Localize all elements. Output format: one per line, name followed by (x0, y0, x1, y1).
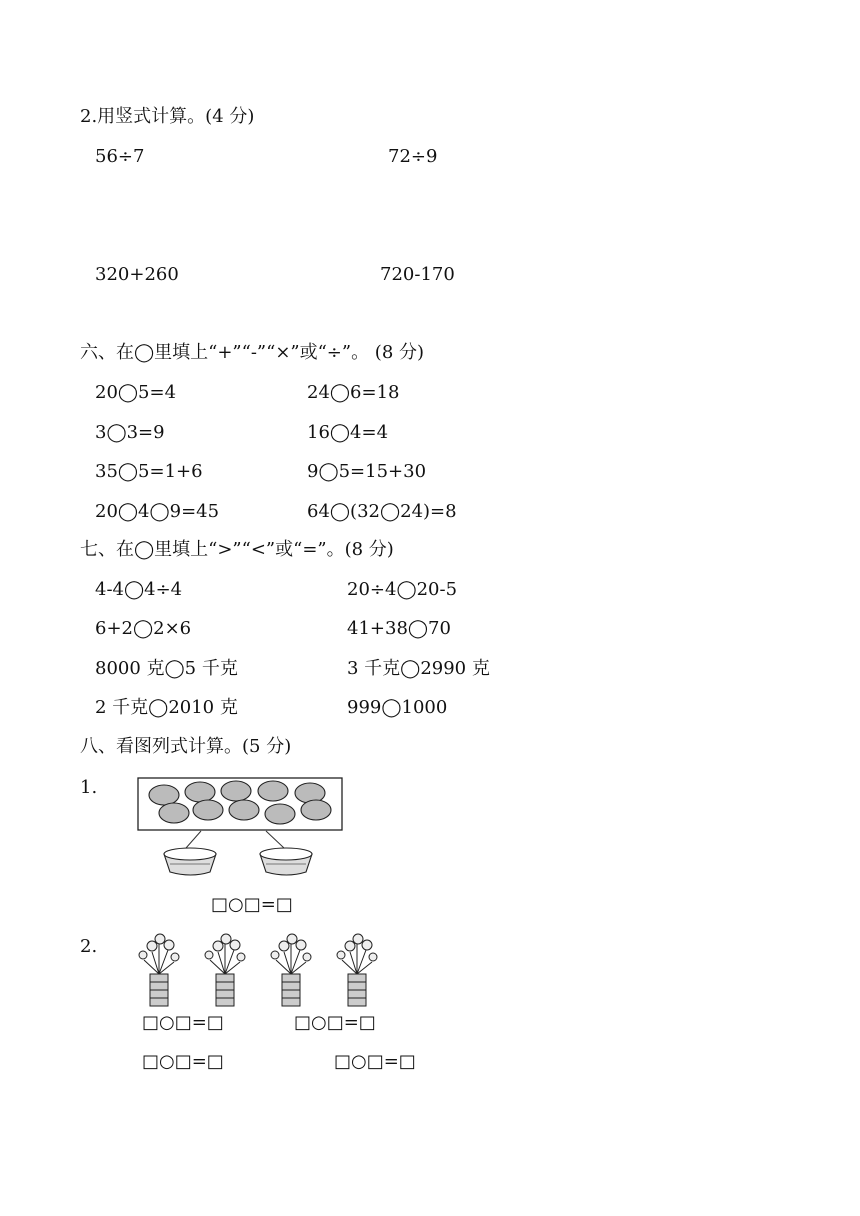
q2-item-2: 72÷9 (388, 146, 438, 167)
s7-item-3: 6+2◯2×6 (95, 618, 192, 639)
s8-problem2-blank-1: □○□=□ (142, 1012, 224, 1033)
s6-item-7: 20◯4◯9=45 (95, 501, 220, 522)
s6-item-2: 24◯6=18 (307, 382, 400, 403)
q2-item-1: 56÷7 (95, 146, 145, 167)
s6-item-6: 9◯5=15+30 (307, 461, 427, 482)
q2-item-4: 720-170 (380, 264, 455, 285)
flower-vases-picture (132, 930, 382, 1010)
s8-problem1-number: 1. (80, 777, 98, 798)
s8-problem2-blank-2: □○□=□ (294, 1012, 376, 1033)
s8-problem2-blank-4: □○□=□ (334, 1051, 416, 1072)
section6-title: 六、在◯里填上“+”“-”“×”或“÷”。 (8 分) (80, 342, 425, 363)
s7-item-6: 3 千克◯2990 克 (347, 658, 490, 679)
s7-item-8: 999◯1000 (347, 697, 448, 718)
section8-title: 八、看图列式计算。(5 分) (80, 736, 292, 757)
s7-item-4: 41+38◯70 (347, 618, 451, 639)
s6-item-1: 20◯5=4 (95, 382, 177, 403)
q2-title: 2.用竖式计算。(4 分) (80, 106, 255, 127)
q2-item-3: 320+260 (95, 264, 179, 285)
s7-item-5: 8000 克◯5 千克 (95, 658, 238, 679)
s6-item-4: 16◯4=4 (307, 422, 389, 443)
s6-item-3: 3◯3=9 (95, 422, 165, 443)
s8-problem2-number: 2. (80, 936, 98, 957)
s7-item-2: 20÷4◯20-5 (347, 579, 458, 600)
s7-item-1: 4-4◯4÷4 (95, 579, 183, 600)
s8-problem1-blank: □○□=□ (211, 894, 293, 915)
s6-item-8: 64◯(32◯24)=8 (307, 501, 457, 522)
s6-item-5: 35◯5=1+6 (95, 461, 203, 482)
section7-title: 七、在◯里填上“>”“<”或“=”。(8 分) (80, 539, 394, 560)
basket-picture (136, 776, 346, 884)
s8-problem2-blank-3: □○□=□ (142, 1051, 224, 1072)
s7-item-7: 2 千克◯2010 克 (95, 697, 238, 718)
